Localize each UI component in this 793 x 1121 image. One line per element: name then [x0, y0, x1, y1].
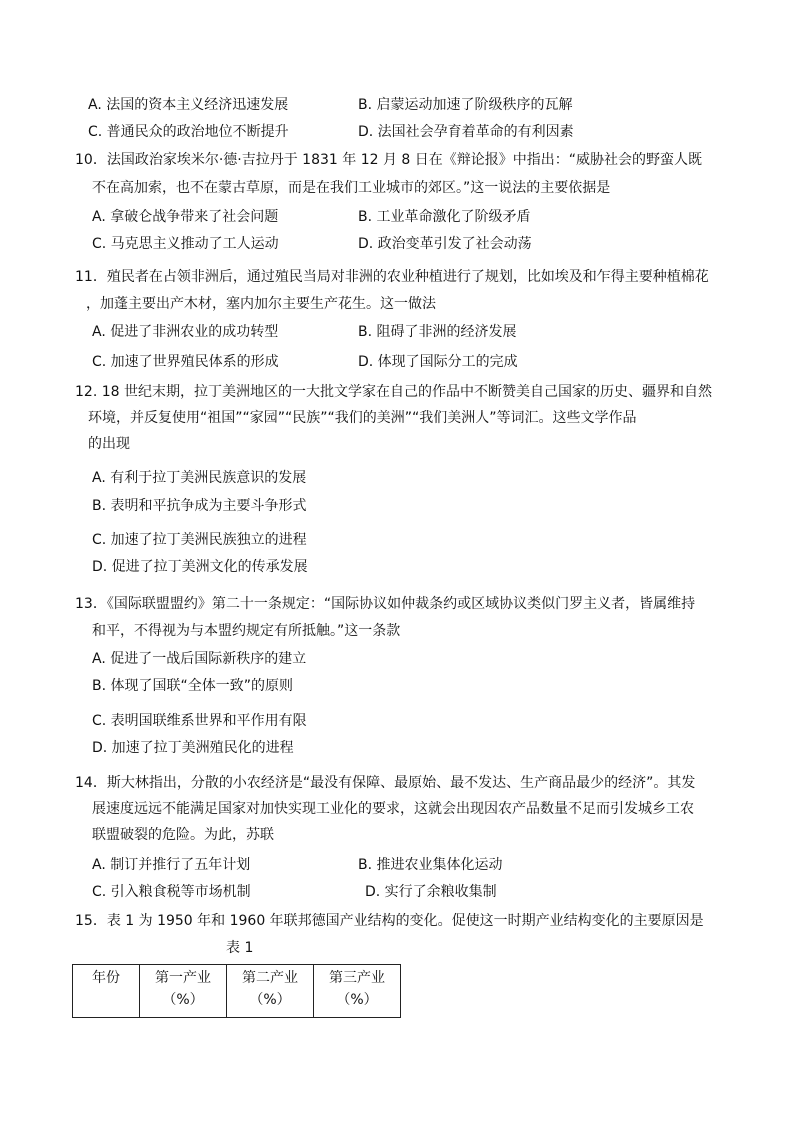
- q12-option-d: D. 促进了拉丁美洲文化的传承发展: [92, 559, 308, 575]
- q14-stem-line1: 14．斯大林指出，分散的小农经济是“最没有保障、最原始、最不发达、生产商品最少的经济”。其发: [75, 775, 696, 791]
- table-header-row: [73, 965, 401, 1018]
- q11-option-b: B. 阻碍了非洲的经济发展: [358, 324, 517, 340]
- q11-stem-line2: ，加蓬主要出产木材，塞内加尔主要生产花生。这一做法: [86, 296, 436, 312]
- q9-option-b: B. 启蒙运动加速了阶级秩序的瓦解: [358, 97, 573, 113]
- q10-option-c: C. 马克思主义推动了工人运动: [92, 236, 279, 252]
- q12-option-a: A. 有利于拉丁美洲民族意识的发展: [92, 470, 307, 486]
- q11-option-a: A. 促进了非洲农业的成功转型: [92, 324, 279, 340]
- q10-option-d: D. 政治变革引发了社会动荡: [358, 236, 532, 252]
- q14-option-c: C. 引入粮食税等市场机制: [92, 884, 251, 900]
- header-primary-industry: 第一产业（%）: [140, 965, 227, 1018]
- header-secondary-industry: 第二产业（%）: [227, 965, 314, 1018]
- q12-stem-line2: 环境，并反复使用“祖国”“家园”“民族”“我们的美洲”“我们美洲人”等词汇。这些文学作品: [88, 410, 637, 426]
- q12-option-c: C. 加速了拉丁美洲民族独立的进程: [92, 532, 307, 548]
- q11-option-d: D. 体现了国际分工的完成: [358, 354, 518, 370]
- q9-option-d: D. 法国社会孕育着革命的有利因素: [358, 124, 574, 140]
- q9-option-a: A. 法国的资本主义经济迅速发展: [88, 97, 289, 113]
- q13-option-a: A. 促进了一战后国际新秩序的建立: [92, 651, 307, 667]
- q11-option-c: C. 加速了世界殖民体系的形成: [92, 354, 279, 370]
- q12-stem-line1: 12. 18 世纪末期，拉丁美洲地区的一大批文学家在自己的作品中不断赞美自己国家的历史、疆界和自然: [75, 384, 712, 400]
- q14-option-a: A. 制订并推行了五年计划: [92, 857, 251, 873]
- industry-structure-table: [72, 964, 401, 1018]
- q12-option-b: B. 表明和平抗争成为主要斗争形式: [92, 498, 307, 514]
- q9-option-c: C. 普通民众的政治地位不断提升: [88, 124, 289, 140]
- q11-stem-line1: 11．殖民者在占领非洲后，通过殖民当局对非洲的农业种植进行了规划，比如埃及和乍得主要种植棉花: [75, 269, 709, 285]
- q13-stem-line1: 13．《国际联盟盟约》第二十一条规定：“国际协议如仲裁条约或区域协议类似门罗主义者，皆属维持: [75, 596, 696, 612]
- q12-stem-line3: 的出现: [88, 436, 130, 452]
- q14-stem-line3: 联盟破裂的危险。为此，苏联: [92, 827, 274, 843]
- q13-option-b: B. 体现了国联“全体一致”的原则: [92, 678, 294, 694]
- q13-option-d: D. 加速了拉丁美洲殖民化的进程: [92, 740, 294, 756]
- q14-stem-line2: 展速度远远不能满足国家对加快实现工业化的要求，这就会出现因农产品数量不足而引发城乡工农: [92, 801, 694, 817]
- q14-option-b: B. 推进农业集体化运动: [358, 857, 503, 873]
- table-caption: 表 1: [226, 940, 254, 956]
- q14-option-d: D. 实行了余粮收集制: [365, 884, 497, 900]
- q10-stem-line2: 不在高加索，也不在蒙古草原，而是在我们工业城市的郊区。”这一说法的主要依据是: [92, 180, 611, 196]
- q10-stem-line1: 10．法国政治家埃米尔·德·吉拉丹于 1831 年 12 月 8 日在《辩论报》中指出：“威胁社会的野蛮人既: [75, 152, 703, 168]
- q10-option-b: B. 工业革命激化了阶级矛盾: [358, 209, 531, 225]
- q15-stem-line1: 15．表 1 为 1950 年和 1960 年联邦德国产业结构的变化。促使这一时期产业结构变化的主要原因是: [75, 913, 704, 929]
- header-tertiary-industry: 第三产业（%）: [314, 965, 401, 1018]
- q13-stem-line2: 和平，不得视为与本盟约规定有所抵触。”这一条款: [92, 623, 401, 639]
- q13-option-c: C. 表明国联维系世界和平作用有限: [92, 713, 307, 729]
- header-year: 年份: [73, 965, 140, 1018]
- q10-option-a: A. 拿破仑战争带来了社会问题: [92, 209, 279, 225]
